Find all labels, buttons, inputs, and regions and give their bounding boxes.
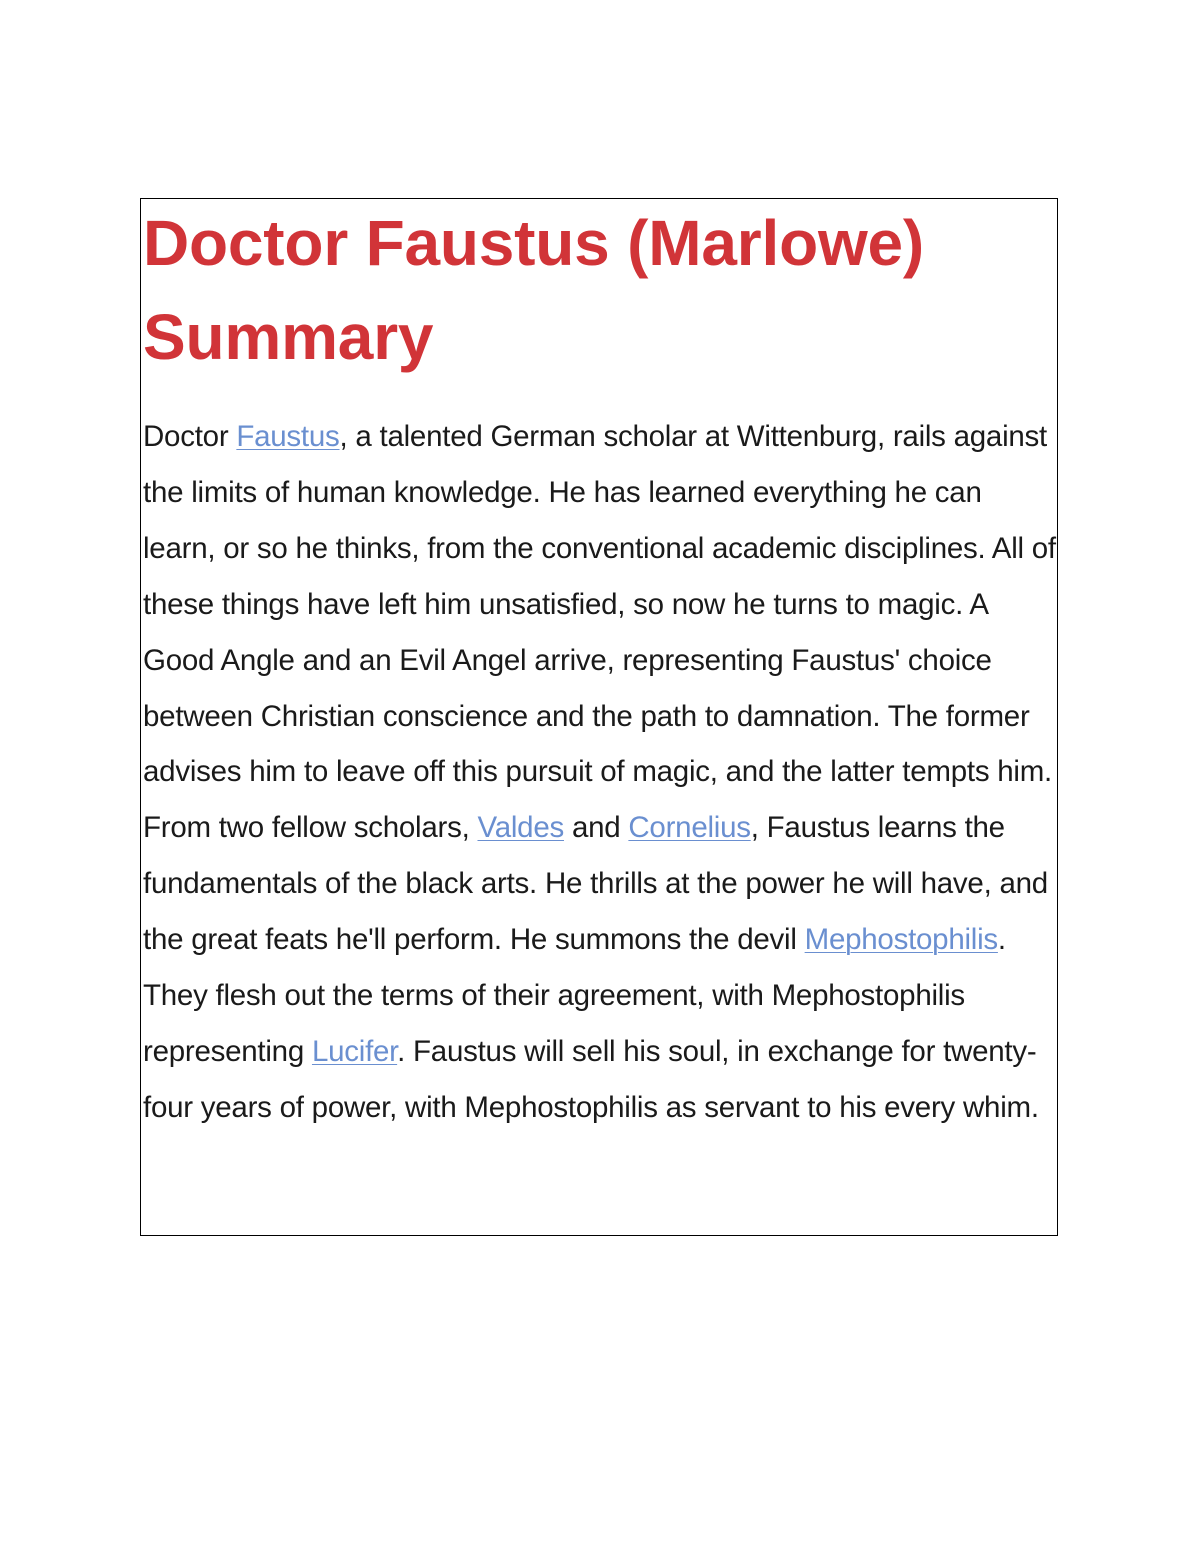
paragraph-text: , a talented German scholar at Wittenburg, rails against the limits of human knowledge. He has learned everything he can learn, or so he thinks, from the conventional academic disciplines. All of these things have left him unsatisfied, so now he turns to magic. A Good Angle and an Evil Angel arrive, representing Faustus' choice between Christian conscience and the path to damnation. The former advises him to leave off this pursuit of magic, and the latter tempts him. From two fellow scholars, (143, 420, 1056, 845)
paragraph-text: . Faustus will sell his soul, in exchange for twenty-four years of power, with Mephostophilis as servant to his every whim. (143, 1034, 1039, 1124)
link-mephostophilis[interactable]: Mephostophilis (804, 923, 998, 957)
link-valdes[interactable]: Valdes (477, 811, 564, 845)
paragraph-text: Doctor (143, 420, 237, 453)
paragraph-text: . They flesh out the terms of their agreement, with Mephostophilis representing (143, 923, 1006, 1068)
link-cornelius[interactable]: Cornelius (628, 811, 751, 845)
summary-box (140, 198, 1058, 1236)
paragraph-text: , Faustus learns the fundamentals of the black arts. He thrills at the power he will have, and the great feats he'll perform. He summons the devil (143, 811, 1048, 957)
link-lucifer[interactable]: Lucifer (311, 1034, 398, 1068)
paragraph-text: and (564, 811, 629, 845)
link-faustus[interactable]: Faustus (236, 420, 340, 453)
page-title: Doctor Faustus (Marlowe) Summary (143, 207, 925, 373)
summary-paragraph (143, 409, 1057, 1136)
